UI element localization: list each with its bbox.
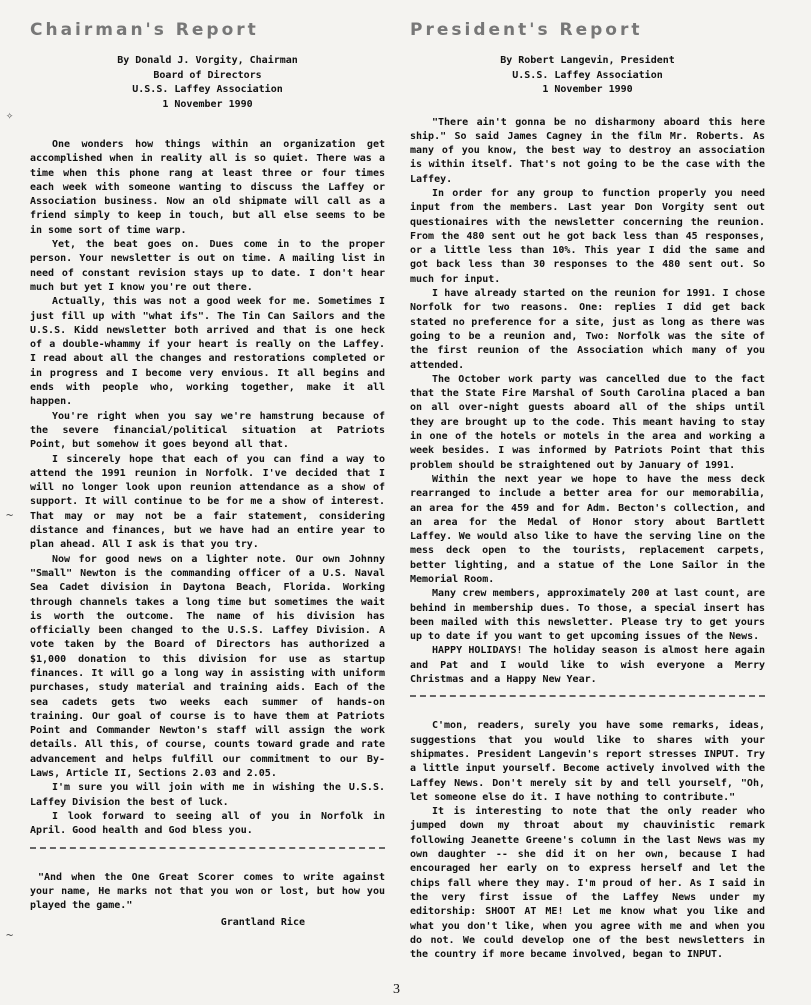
president-byline <box>410 54 765 98</box>
byline-line: 1 November 1990 <box>542 84 633 95</box>
chairmans-report-heading: Chairman's Report <box>30 20 259 40</box>
paragraph: C'mon, readers, surely you have some remarks, ideas, suggestions that you would like to shares with your shipmates. President Langevin's report stresses INPUT. Try a little input yourself. Become actively involved with the Laffey News. Don't merely sit by and tell yourself, "Oh, let someone else do it. I have nothing to contribute." <box>410 720 765 803</box>
paragraph: Within the next year we hope to have the mess deck rearranged to include a better area for our memorabilia, an area for the 459 and for Adm. Becton's collection, and an area for the Medal of Honor story about Bartlett Laffey. We would also like to have the serving line on the mess deck open to the tourists, replacement carpets, better lighting, and a statue of the Lone Sailor in the Memorial Room. <box>410 473 765 585</box>
byline-line: U.S.S. Laffey Association <box>132 84 283 95</box>
byline-line: By Robert Langevin, President <box>500 55 675 66</box>
paragraph: I have already started on the reunion for 1991. I chose Norfolk for two reasons. One: replies I did get back stated no preference for a site, just as long as there was going to be a reunion and, Two: Norfolk was the site of the first reunion of the Association which many of you attended. <box>410 288 765 371</box>
paragraph: I'm sure you will join with me in wishing the U.S.S. Laffey Division the best of luck. <box>30 782 385 808</box>
presidents-report-column <box>410 0 765 962</box>
president-report-body <box>410 116 765 688</box>
binder-mark-icon: ~ <box>6 928 14 942</box>
paragraph: In order for any group to function properly you need input from the members. Last year Don Vorgity sent out questionaires with the newsletter concerning the reunion. From the 480 sent out he got back less than 45 responses, or a little less than 10%. This year I did the same and got back less than 30 responses to the 480 sent out. So much for input. <box>410 187 765 285</box>
paragraph: Many crew members, approximately 200 at last count, are behind in membership dues. To those, a special insert has been mailed with this newsletter. Please try to get yours up to date if you want to get upcoming issues of the News. <box>410 588 765 643</box>
binder-mark-icon: ~ <box>6 508 14 522</box>
paragraph: Yet, the beat goes on. Dues come in to the proper person. Your newsletter is out on time. A mailing list in need of constant revision stays up to date. I don't hear much but yet I know you're out there. <box>30 239 385 293</box>
byline-line: Board of Directors <box>153 69 262 81</box>
dashed-divider <box>410 695 765 697</box>
paragraph: It is interesting to note that the only reader who jumped down my throat about my chauvinistic remark following Jeanette Greene's column in the last News was my own daughter -- she did it on her own, because I had encouraged her early on to express herself and let the chips fall where they may. I'm proud of her. As I said in the very first issue of the Laffey News under my editorship: SHOOT AT ME! Let me know what you like and what you don't like, when you agree with me and when you do not. We could develop one of the best newsletters in the country if more became involved, began to INPUT. <box>410 806 765 961</box>
chairman-byline <box>30 54 385 112</box>
paragraph: "There ain't gonna be no disharmony aboard this here ship." So said James Cagney in the film Mr. Roberts. As many of you know, the best way to destroy an association is within itself. That's not going to be the case with the Laffey. <box>410 116 765 185</box>
page-number: 3 <box>393 982 400 997</box>
paragraph: Now for good news on a lighter note. Our own Johnny "Small" Newton is the commanding officer of a U.S. Naval Sea Cadet division in Daytona Beach, Florida. Working through channels takes a long time but sometimes the wait is worth the outcome. The name of his division has officially been changed to the U.S.S. Laffey Division. A vote taken by the Board of Directors has authorized a $1,000 donation to this division for use as startup finances. It will go a long way in assisting with uniform purchases, study material and training aids. Each of the sea cadets gets two weeks each summer of hands-on training. Our goal of course is to have them at Patriots Point and Commander Newton's staff will assign the work details. All this, of course, counts toward grade and rate advancement and helps fulfill our commitment to our By-Laws, Article II, Sections 2.03 and 2.05. <box>30 553 385 780</box>
chairman-report-body <box>30 138 385 839</box>
presidents-report-heading: President's Report <box>410 20 643 40</box>
paragraph: I look forward to seeing all of you in Norfolk in April. Good health and God bless you. <box>30 810 385 837</box>
closing-quote <box>30 871 385 914</box>
chairmans-report-column <box>30 0 385 928</box>
paragraph: I sincerely hope that each of you can find a way to attend the 1991 reunion in Norfolk. I've decided that I will no longer look upon reunion attendance as a show of support. It will continue to be for me a show of interest. That may or may not be a fair statement, considering distance and finances, but we have had an entire year to plan ahead. All I ask is that you try. <box>30 453 385 551</box>
byline-line: By Donald J. Vorgity, Chairman <box>117 55 298 66</box>
quote-attribution: Grantland Rice <box>220 917 305 929</box>
paragraph: You're right when you say we're hamstrung because of the severe financial/political situation at Patriots Point, but somehow it goes beyond all that. <box>30 410 385 451</box>
paragraph: One wonders how things within an organization get accomplished when in reality all is so quiet. There was a time when this phone rang at least three or four times each week with someone wanting to discuss the Laffey or Association business. Now an old shipmate will call as a friend simply to keep in touch, but all else seems to be in some sort of time warp. <box>30 139 385 236</box>
dashed-divider <box>30 847 385 849</box>
paragraph: The October work party was cancelled due to the fact that the State Fire Marshal of South Carolina placed a ban on all over-night guests aboard all of the ships until they are brought up to the code. This meant having to stay in one of the hotels or motels in the area and working a week besides. I was informed by Patriots Point that this problem should be straightened out by January of 1991. <box>410 373 765 471</box>
paragraph: Actually, this was not a good week for me. Sometimes I just fill up with "what ifs". The Tin Can Sailors and the U.S.S. Kidd newsletter both arrived and that is one heck of a double-whammy if your heart is really on the Laffey. I read about all the changes and restorations completed or in progress and I become very envious. It all begins and ends with people who, working together, make it all happen. <box>30 296 385 408</box>
editor-note <box>410 719 765 962</box>
quote-text: "And when the One Great Scorer comes to write against your name, He marks not that you won or lost, but how you played the game." <box>30 871 385 912</box>
byline-line: 1 November 1990 <box>162 98 253 110</box>
byline-line: U.S.S. Laffey Association <box>512 69 663 81</box>
paragraph: HAPPY HOLIDAYS! The holiday season is almost here again and Pat and I would like to wish everyone a Merry Christmas and a Happy New Year. <box>410 645 765 686</box>
binder-mark-icon: ✧ <box>6 108 14 122</box>
